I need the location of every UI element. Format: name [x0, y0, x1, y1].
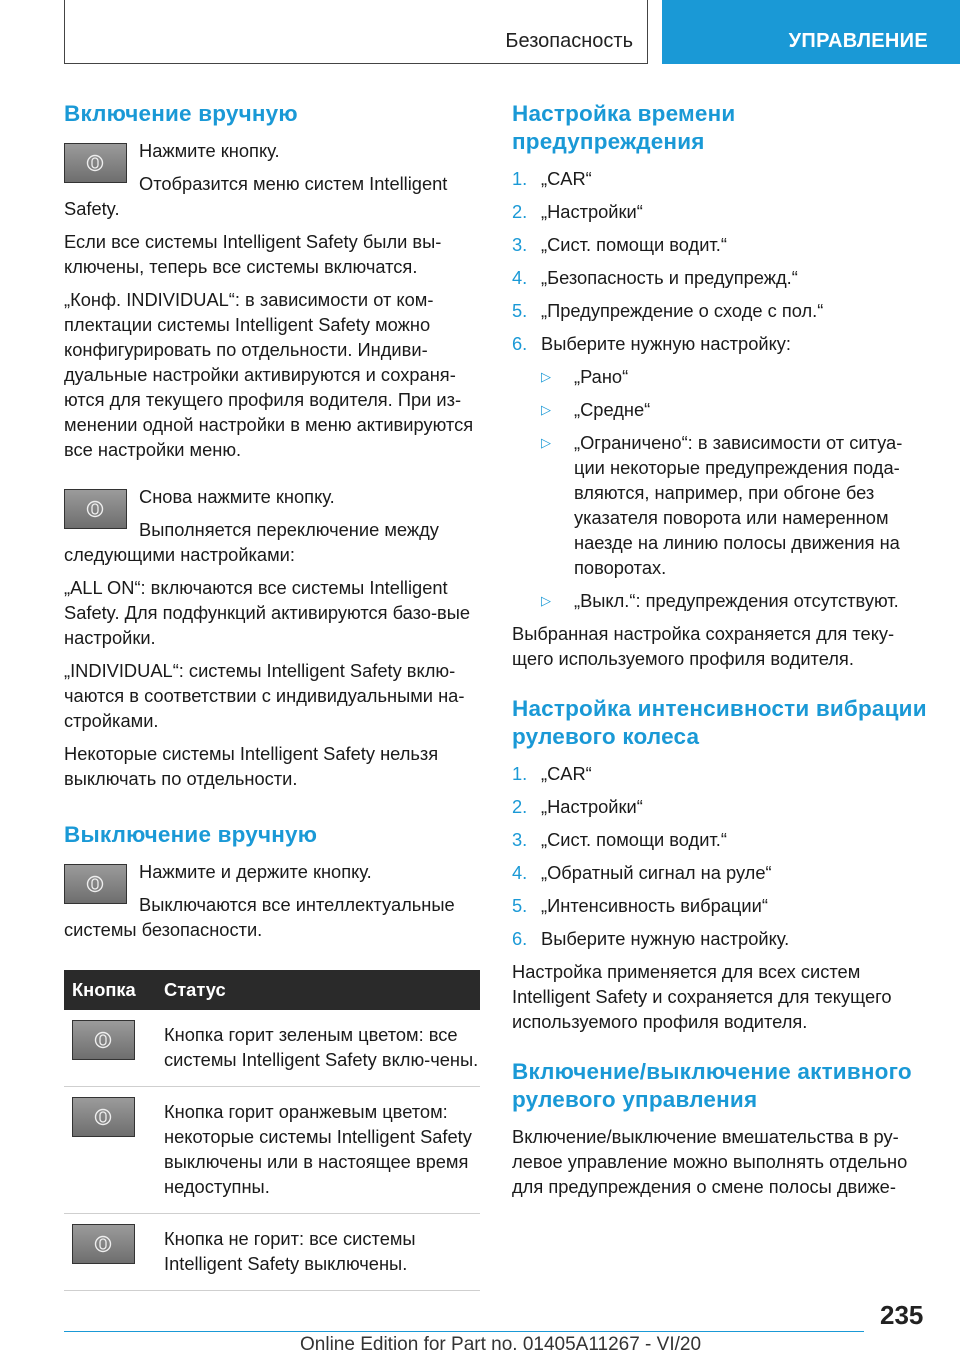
steps-warning-time [512, 166, 930, 356]
list-item: 3. „Сист. помощи водит.“ [512, 234, 727, 255]
table-cell-status: Кнопка горит зеленым цветом: все системы Intelligent Safety вклю-чены. [156, 1010, 480, 1087]
triangle-bullet-icon: ▷ [541, 402, 551, 417]
left-column [64, 100, 480, 1291]
header-section-title: Безопасность [505, 30, 633, 52]
header-chapter-tab: УПРАВЛЕНИЕ [662, 0, 960, 64]
header-section-box [64, 0, 648, 64]
table-row [64, 1214, 480, 1291]
list-item: 4. „Обратный сигнал на руле“ [512, 862, 772, 883]
text-press-button: Нажмите кнопку. [139, 140, 280, 161]
sub-options [541, 364, 930, 613]
intelligent-safety-button-image [64, 864, 127, 904]
text-individual: „INDIVIDUAL“: системы Intelligent Safety вклю-чаются в соответствии с индивидуальными на-стройками. [64, 660, 465, 731]
status-table [64, 970, 480, 1291]
triangle-bullet-icon: ▷ [541, 369, 551, 384]
button-off-image [72, 1224, 135, 1264]
list-item: ▷ „Рано“ [541, 366, 629, 387]
list-item: 3. „Сист. помощи водит.“ [512, 829, 727, 850]
list-item: 2. „Настройки“ [512, 201, 643, 222]
button-green-image [72, 1020, 135, 1060]
text-press-hold: Нажмите и держите кнопку. [139, 861, 372, 882]
button-orange-image [72, 1097, 135, 1137]
text-active-steering: Включение/выключение вмешательства в ру-левое управление можно выполнять отдельно для предупреждения о смене полосы движе- [512, 1126, 908, 1197]
list-item: 5. „Предупреждение о сходе с пол.“ [512, 300, 824, 321]
triangle-bullet-icon: ▷ [541, 593, 551, 608]
text-all-off: Если все системы Intelligent Safety были вы-ключены, теперь все системы включатся. [64, 231, 442, 277]
list-item: ▷ „Средне“ [541, 399, 651, 420]
list-item: ▷ „Выкл.“: предупреждения отсутствуют. [541, 590, 899, 611]
list-item: 1. „CAR“ [512, 168, 592, 189]
triangle-bullet-icon: ▷ [541, 435, 551, 450]
footer-edition: Online Edition for Part no. 01405A11267 - VI/20 [300, 1334, 702, 1355]
intelligent-safety-button-image [64, 143, 127, 183]
table-row [64, 1087, 480, 1214]
table-cell-status: Кнопка не горит: все системы Intelligent Safety выключены. [156, 1214, 480, 1291]
intelligent-safety-button-icon [86, 875, 104, 893]
page-number: 235 [880, 1300, 924, 1330]
intelligent-safety-button-icon [94, 1031, 112, 1049]
intelligent-safety-button-image [64, 489, 127, 529]
text-individual-conf: „Конф. INDIVIDUAL“: в зависимости от ком-плектации системы Intelligent Safety можно конфигурировать по отдельности. Индиви-дуальные настройки активируются и сохраня-ются для текущего профиля водителя. При из-менении одной настройки в меню активируются все настройки меню. [64, 289, 474, 460]
heading-warning-time: Настройка времени предупреждения [512, 101, 736, 154]
list-item: 6. Выберите нужную настройку. [512, 928, 790, 949]
list-item: ▷ „Ограничено“: в зависимости от ситуа-ции некоторые предупреждения пода-вляются, например, при обгоне без указателя поворота или намеренном наезде на линию полосы движения на поворотах. [541, 432, 903, 578]
heading-manual-off: Выключение вручную [64, 822, 318, 847]
intelligent-safety-button-icon [86, 500, 104, 518]
heading-active-steering: Включение/выключение активного рулевого управления [512, 1059, 912, 1112]
table-header-status: Статус [156, 970, 480, 1010]
heading-manual-on: Включение вручную [64, 101, 298, 126]
text-menu-shows: Отобразится меню систем Intelligent Safety. [64, 173, 448, 219]
list-item: 6. Выберите нужную настройку: [512, 333, 792, 354]
table-header-button: Кнопка [64, 970, 156, 1010]
text-cannot-disable: Некоторые системы Intelligent Safety нельзя выключать по отдельности. [64, 743, 439, 789]
table-cell-status: Кнопка горит оранжевым цветом: некоторые системы Intelligent Safety выключены или в настоящее время недоступны. [156, 1087, 480, 1214]
list-item: 2. „Настройки“ [512, 796, 643, 817]
text-all-systems-off: Выключаются все интеллектуальные системы безопасности. [64, 894, 455, 940]
text-press-again: Снова нажмите кнопку. [139, 486, 335, 507]
text-all-on: „ALL ON“: включаются все системы Intelligent Safety. Для подфункций активируются базо-вые настройки. [64, 577, 471, 648]
right-column [512, 100, 930, 1207]
list-item: 4. „Безопасность и предупрежд.“ [512, 267, 798, 288]
text-vibration-saved: Настройка применяется для всех систем Intelligent Safety и сохраняется для текущего используемого профиля водителя. [512, 961, 892, 1032]
heading-vibration: Настройка интенсивности вибрации рулевого колеса [512, 696, 927, 749]
table-row [64, 1010, 480, 1087]
intelligent-safety-button-icon [94, 1235, 112, 1253]
intelligent-safety-button-icon [86, 154, 104, 172]
steps-vibration [512, 761, 930, 951]
text-toggle-between: Выполняется переключение между следующими настройками: [64, 519, 439, 565]
text-setting-saved: Выбранная настройка сохраняется для теку-щего используемого профиля водителя. [512, 623, 895, 669]
intelligent-safety-button-icon [94, 1108, 112, 1126]
list-item: 5. „Интенсивность вибрации“ [512, 895, 768, 916]
footer-divider [64, 1331, 864, 1332]
list-item: 1. „CAR“ [512, 763, 592, 784]
